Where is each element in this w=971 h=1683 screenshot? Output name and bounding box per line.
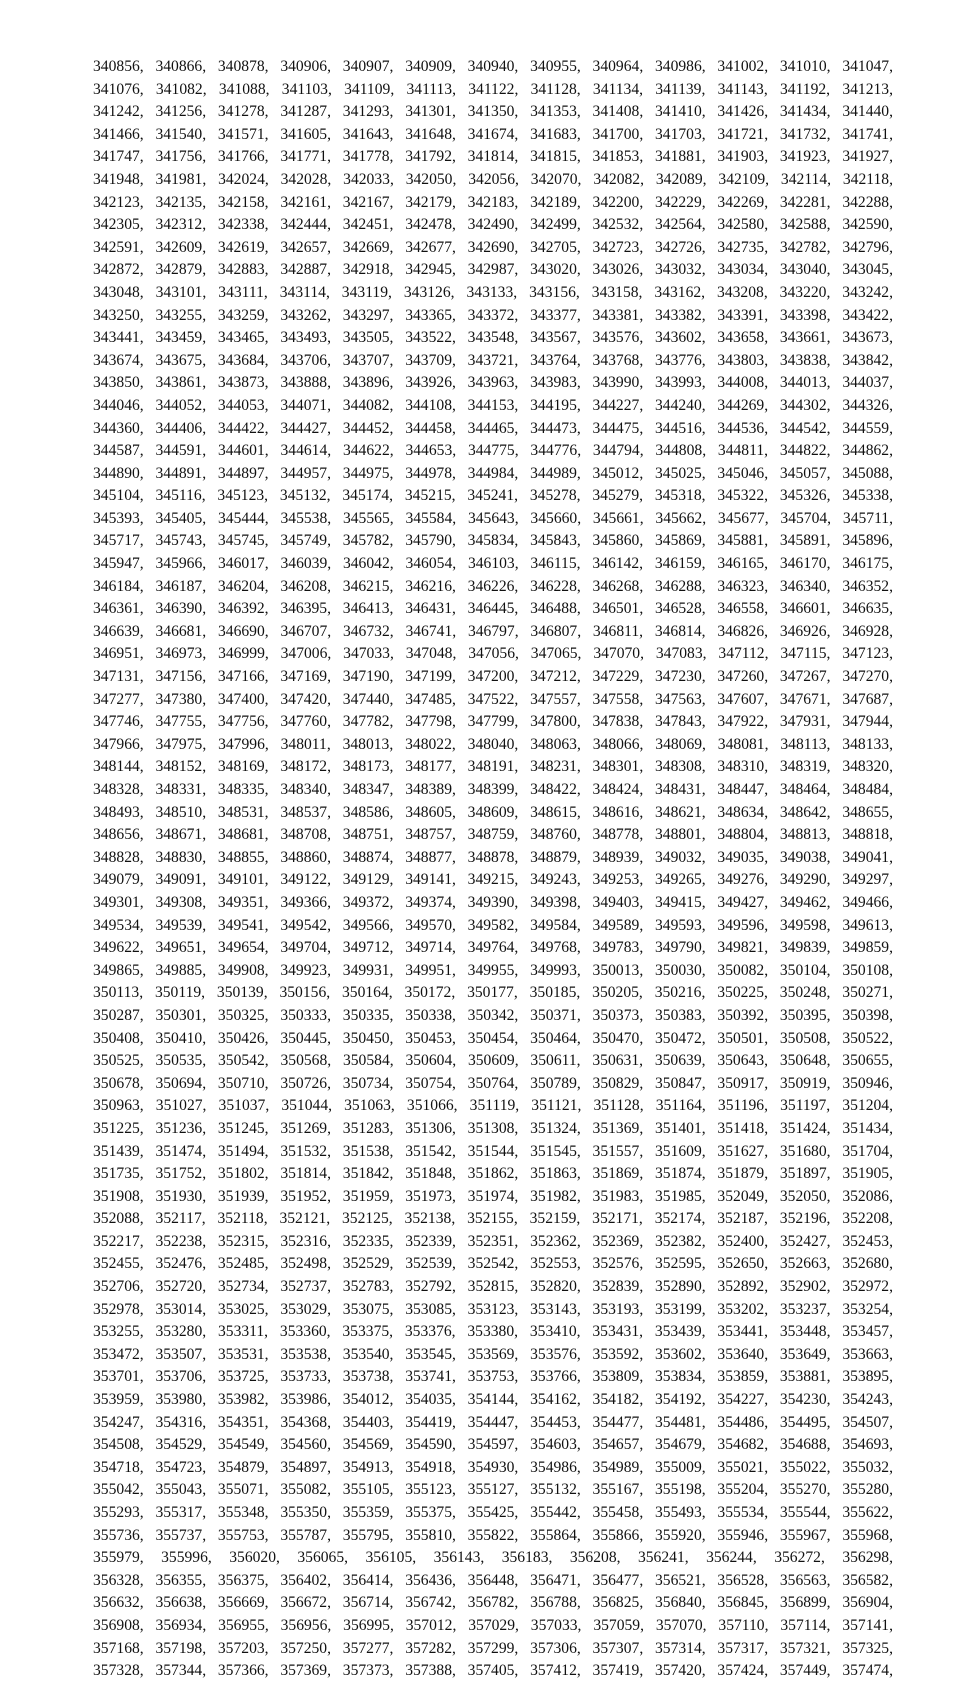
- number-line: 348144, 348152, 348169, 348172, 348173, 348177, 348191, 348231, 348301, 348308, 348310, 348319, 348320,: [93, 758, 893, 776]
- number-line: 341076, 341082, 341088, 341103, 341109, 341113, 341122, 341128, 341134, 341139, 341143, 341192, 341213,: [93, 80, 893, 98]
- number-line: 354718, 354723, 354879, 354897, 354913, 354918, 354930, 354986, 354989, 355009, 355021, 355022, 355032,: [93, 1458, 893, 1476]
- number-line: 352217, 352238, 352315, 352316, 352335, 352339, 352351, 352362, 352369, 352382, 352400, 352427, 352453,: [93, 1232, 893, 1250]
- number-line: 344046, 344052, 344053, 344071, 344082, 344108, 344153, 344195, 344227, 344240, 344269, 344302, 344326,: [93, 396, 893, 414]
- number-line: 349865, 349885, 349908, 349923, 349931, 349951, 349955, 349993, 350013, 350030, 350082, 350104, 350108,: [93, 961, 893, 979]
- number-line: 352455, 352476, 352485, 352498, 352529, 352539, 352542, 352553, 352576, 352595, 352650, 352663, 352680,: [93, 1255, 893, 1273]
- number-line: 349534, 349539, 349541, 349542, 349566, 349570, 349582, 349584, 349589, 349593, 349596, 349598, 349613,: [93, 916, 893, 934]
- number-line: 356908, 356934, 356955, 356956, 356995, 357012, 357029, 357033, 357059, 357070, 357110, 357114, 357141,: [93, 1616, 893, 1634]
- number-line: 344360, 344406, 344422, 344427, 344452, 344458, 344465, 344473, 344475, 344516, 344536, 344542, 344559,: [93, 419, 893, 437]
- number-line: 350963, 351027, 351037, 351044, 351063, 351066, 351119, 351121, 351128, 351164, 351196, 351197, 351204,: [93, 1097, 893, 1115]
- number-line: 341948, 341981, 342024, 342028, 342033, 342050, 342056, 342070, 342082, 342089, 342109, 342114, 342118,: [93, 170, 893, 188]
- number-line: 348328, 348331, 348335, 348340, 348347, 348389, 348399, 348422, 348424, 348431, 348447, 348464, 348484,: [93, 781, 893, 798]
- number-line: 343850, 343861, 343873, 343888, 343896, 343926, 343963, 343983, 343990, 343993, 344008, 344013, 344037,: [93, 374, 893, 392]
- number-line: 346184, 346187, 346204, 346208, 346215, 346216, 346226, 346228, 346268, 346288, 346323, 346340, 346352,: [93, 577, 893, 595]
- number-line: 346951, 346973, 346999, 347006, 347033, 347048, 347056, 347065, 347070, 347083, 347112, 347115, 347123,: [93, 645, 893, 663]
- number-line: 357328, 357344, 357366, 357369, 357373, 357388, 357405, 357412, 357419, 357420, 357424, 357449, 357474,: [93, 1662, 893, 1680]
- number-line: 347277, 347380, 347400, 347420, 347440, 347485, 347522, 347557, 347558, 347563, 347607, 347671, 347687,: [93, 690, 893, 708]
- number-line: 350113, 350119, 350139, 350156, 350164, 350172, 350177, 350185, 350205, 350216, 350225, 350248, 350271,: [93, 984, 893, 1002]
- number-line: 346361, 346390, 346392, 346395, 346413, 346431, 346445, 346488, 346501, 346528, 346558, 346601, 346635,: [93, 600, 893, 618]
- number-line: 341242, 341256, 341278, 341287, 341293, 341301, 341350, 341353, 341408, 341410, 341426, 341434, 341440,: [93, 103, 893, 121]
- number-line: 345947, 345966, 346017, 346039, 346042, 346054, 346103, 346115, 346142, 346159, 346165, 346170, 346175,: [93, 555, 893, 573]
- number-line: 355042, 355043, 355071, 355082, 355105, 355123, 355127, 355132, 355167, 355198, 355204, 355270, 355280,: [93, 1481, 893, 1499]
- number-line: 350678, 350694, 350710, 350726, 350734, 350754, 350764, 350789, 350829, 350847, 350917, 350919, 350946,: [93, 1074, 893, 1092]
- number-line: 342591, 342609, 342619, 342657, 342669, 342677, 342690, 342705, 342723, 342726, 342735, 342782, 342796,: [93, 238, 893, 256]
- number-line: 345393, 345405, 345444, 345538, 345565, 345584, 345643, 345660, 345661, 345662, 345677, 345704, 345711,: [93, 509, 893, 527]
- number-line: 342872, 342879, 342883, 342887, 342918, 342945, 342987, 343020, 343026, 343032, 343034, 343040, 343045,: [93, 261, 893, 279]
- number-line: 343674, 343675, 343684, 343706, 343707, 343709, 343721, 343764, 343768, 343776, 343803, 343838, 343842,: [93, 351, 893, 369]
- number-line: 350525, 350535, 350542, 350568, 350584, 350604, 350609, 350611, 350631, 350639, 350643, 350648, 350655,: [93, 1052, 893, 1070]
- number-line: 342305, 342312, 342338, 342444, 342451, 342478, 342490, 342499, 342532, 342564, 342580, 342588, 342590,: [93, 216, 893, 234]
- number-line: 354508, 354529, 354549, 354560, 354569, 354590, 354597, 354603, 354657, 354679, 354682, 354688, 354693,: [93, 1436, 893, 1454]
- number-line: 346639, 346681, 346690, 346707, 346732, 346741, 346797, 346807, 346811, 346814, 346826, 346926, 346928,: [93, 622, 893, 640]
- number-line: 352088, 352117, 352118, 352121, 352125, 352138, 352155, 352159, 352171, 352174, 352187, 352196, 352208,: [93, 1210, 893, 1228]
- number-list: [93, 56, 893, 1683]
- number-line: 344890, 344891, 344897, 344957, 344975, 344978, 344984, 344989, 345012, 345025, 345046, 345057, 345088,: [93, 464, 893, 482]
- number-line: 353959, 353980, 353982, 353986, 354012, 354035, 354144, 354162, 354182, 354192, 354227, 354230, 354243,: [93, 1391, 893, 1409]
- number-line: 348656, 348671, 348681, 348708, 348751, 348757, 348759, 348760, 348778, 348801, 348804, 348813, 348818,: [93, 826, 893, 844]
- number-line: 348493, 348510, 348531, 348537, 348586, 348605, 348609, 348615, 348616, 348621, 348634, 348642, 348655,: [93, 803, 893, 821]
- number-line: 350408, 350410, 350426, 350445, 350450, 350453, 350454, 350464, 350470, 350472, 350501, 350508, 350522,: [93, 1029, 893, 1047]
- number-line: 351225, 351236, 351245, 351269, 351283, 351306, 351308, 351324, 351369, 351401, 351418, 351424, 351434,: [93, 1119, 893, 1137]
- number-line: 352978, 353014, 353025, 353029, 353075, 353085, 353123, 353143, 353193, 353199, 353202, 353237, 353254,: [93, 1300, 893, 1318]
- number-line: 349079, 349091, 349101, 349122, 349129, 349141, 349215, 349243, 349253, 349265, 349276, 349290, 349297,: [93, 871, 893, 889]
- number-line: 345717, 345743, 345745, 345749, 345782, 345790, 345834, 345843, 345860, 345869, 345881, 345891, 345896,: [93, 532, 893, 550]
- number-line: 349622, 349651, 349654, 349704, 349712, 349714, 349764, 349768, 349783, 349790, 349821, 349839, 349859,: [93, 939, 893, 957]
- number-line: 354247, 354316, 354351, 354368, 354403, 354419, 354447, 354453, 354477, 354481, 354486, 354495, 354507,: [93, 1413, 893, 1431]
- number-line: 352706, 352720, 352734, 352737, 352783, 352792, 352815, 352820, 352839, 352890, 352892, 352902, 352972,: [93, 1278, 893, 1296]
- number-line: 343048, 343101, 343111, 343114, 343119, 343126, 343133, 343156, 343158, 343162, 343208, 343220, 343242,: [93, 283, 893, 301]
- number-line: 343441, 343459, 343465, 343493, 343505, 343522, 343548, 343567, 343576, 343602, 343658, 343661, 343673,: [93, 329, 893, 347]
- number-line: 347746, 347755, 347756, 347760, 347782, 347798, 347799, 347800, 347838, 347843, 347922, 347931, 347944,: [93, 713, 893, 731]
- number-line: 342123, 342135, 342158, 342161, 342167, 342179, 342183, 342189, 342200, 342229, 342269, 342281, 342288,: [93, 193, 893, 211]
- number-line: 351735, 351752, 351802, 351814, 351842, 351848, 351862, 351863, 351869, 351874, 351879, 351897, 351905,: [93, 1165, 893, 1183]
- number-line: 341466, 341540, 341571, 341605, 341643, 341648, 341674, 341683, 341700, 341703, 341721, 341732, 341741,: [93, 125, 893, 143]
- number-line: 347131, 347156, 347166, 347169, 347190, 347199, 347200, 347212, 347229, 347230, 347260, 347267, 347270,: [93, 668, 893, 686]
- number-line: 356632, 356638, 356669, 356672, 356714, 356742, 356782, 356788, 356825, 356840, 356845, 356899, 356904,: [93, 1594, 893, 1612]
- number-line: 353255, 353280, 353311, 353360, 353375, 353376, 353380, 353410, 353431, 353439, 353441, 353448, 353457,: [93, 1323, 893, 1341]
- number-line: 351908, 351930, 351939, 351952, 351959, 351973, 351974, 351982, 351983, 351985, 352049, 352050, 352086,: [93, 1187, 893, 1205]
- number-line: 357168, 357198, 357203, 357250, 357277, 357282, 357299, 357306, 357307, 357314, 357317, 357321, 357325,: [93, 1639, 893, 1657]
- number-line: 343250, 343255, 343259, 343262, 343297, 343365, 343372, 343377, 343381, 343382, 343391, 343398, 343422,: [93, 306, 893, 324]
- number-line: 349301, 349308, 349351, 349366, 349372, 349374, 349390, 349398, 349403, 349415, 349427, 349462, 349466,: [93, 893, 893, 911]
- number-line: 341747, 341756, 341766, 341771, 341778, 341792, 341814, 341815, 341853, 341881, 341903, 341923, 341927,: [93, 148, 893, 166]
- number-line: 348828, 348830, 348855, 348860, 348874, 348877, 348878, 348879, 348939, 349032, 349035, 349038, 349041,: [93, 848, 893, 866]
- number-line: 356328, 356355, 356375, 356402, 356414, 356436, 356448, 356471, 356477, 356521, 356528, 356563, 356582,: [93, 1571, 893, 1589]
- number-line: 353701, 353706, 353725, 353733, 353738, 353741, 353753, 353766, 353809, 353834, 353859, 353881, 353895,: [93, 1368, 893, 1386]
- number-line: 340856, 340866, 340878, 340906, 340907, 340909, 340940, 340955, 340964, 340986, 341002, 341010, 341047,: [93, 58, 893, 75]
- number-line: 350287, 350301, 350325, 350333, 350335, 350338, 350342, 350371, 350373, 350383, 350392, 350395, 350398,: [93, 1006, 893, 1024]
- number-line: 344587, 344591, 344601, 344614, 344622, 344653, 344775, 344776, 344794, 344808, 344811, 344822, 344862,: [93, 442, 893, 460]
- number-line: 345104, 345116, 345123, 345132, 345174, 345215, 345241, 345278, 345279, 345318, 345322, 345326, 345338,: [93, 487, 893, 505]
- number-line: 355736, 355737, 355753, 355787, 355795, 355810, 355822, 355864, 355866, 355920, 355946, 355967, 355968,: [93, 1526, 893, 1544]
- number-line: 355293, 355317, 355348, 355350, 355359, 355375, 355425, 355442, 355458, 355493, 355534, 355544, 355622,: [93, 1504, 893, 1521]
- number-line: 351439, 351474, 351494, 351532, 351538, 351542, 351544, 351545, 351557, 351609, 351627, 351680, 351704,: [93, 1142, 893, 1160]
- number-line: 347966, 347975, 347996, 348011, 348013, 348022, 348040, 348063, 348066, 348069, 348081, 348113, 348133,: [93, 735, 893, 753]
- number-line: 353472, 353507, 353531, 353538, 353540, 353545, 353569, 353576, 353592, 353602, 353640, 353649, 353663,: [93, 1345, 893, 1363]
- number-line: 355979, 355996, 356020, 356065, 356105, 356143, 356183, 356208, 356241, 356244, 356272, 356298,: [93, 1549, 893, 1567]
